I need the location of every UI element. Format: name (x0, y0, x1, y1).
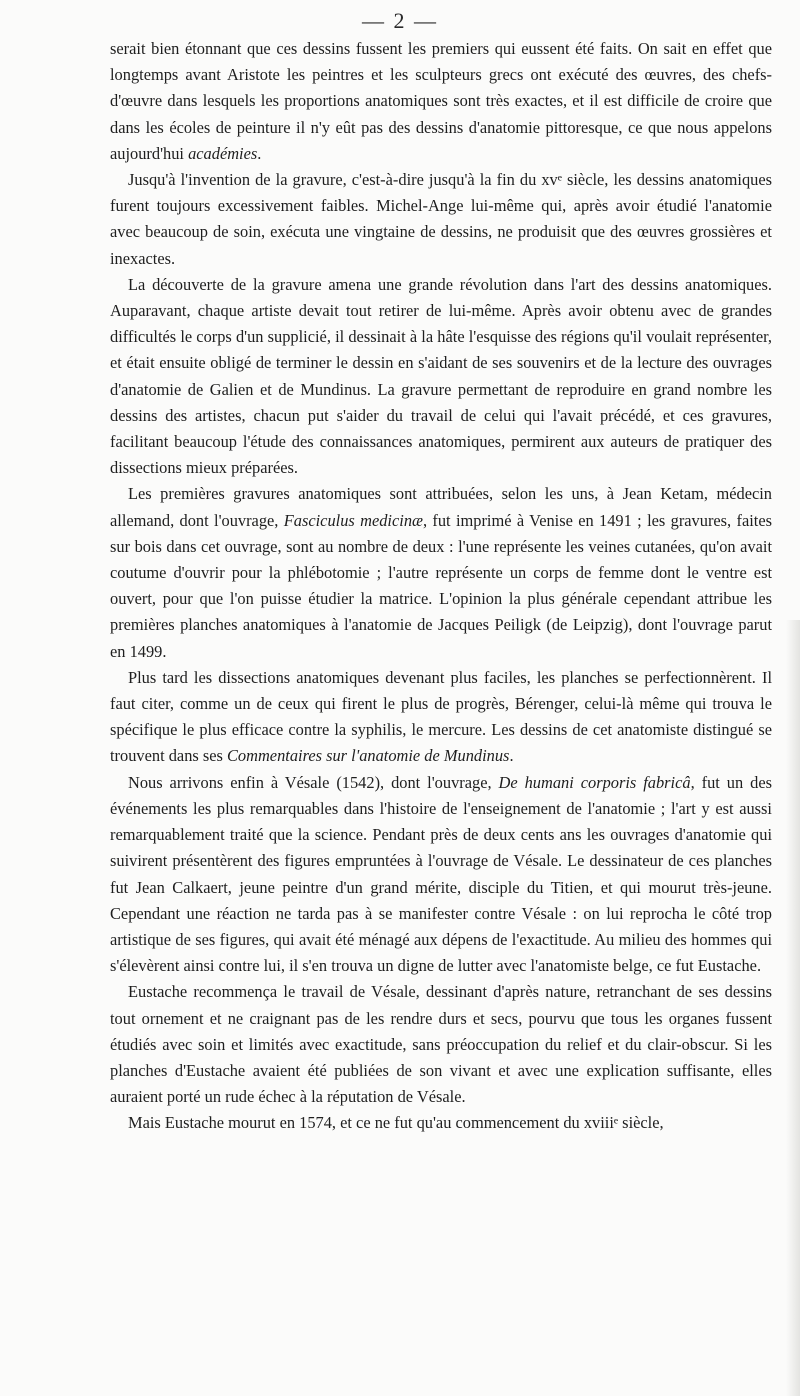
text-run: Plus tard les dissections anatomiques devenant plus faciles, les planches se perfectionnèrent. Il faut citer, comme un de ceux qui firent le plus de progrès, Bérenger, celui-là même qui trouva le spécifique le plus efficace contre la syphilis, le mercure. Les dessins de cet anatomiste distingué se trouvent dans ses (110, 667, 772, 766)
text-run: . (509, 746, 514, 766)
page-number: — 2 — (362, 8, 438, 33)
paragraph-7 (110, 979, 772, 1110)
text-run: Nous arrivons enfin à Vésale (1542), dont l'ouvrage, (128, 772, 499, 792)
text-run: Eustache recommença le travail de Vésale, dessinant d'après nature, retranchant de ses dessins tout ornement et ne craignant pas de les rendre durs et secs, pourvu que tous les organes fussent étudiés avec soin et limités avec exactitude, sans préoccupation du relief et du clair-obscur. Si les planches d'Eustache avaient été publiées de son vivant et avec une explication suffisante, elles auraient porté un rude échec à la réputation de Vésale. (110, 982, 772, 1107)
italic-title: Commentaires sur l'anatomie de Mundinus (227, 746, 510, 766)
text-run: Jusqu'à l'invention de la gravure, c'est-à-dire jusqu'à la fin du xvᵉ siècle, les dessins anatomiques furent toujours excessivement faibles. Michel-Ange lui-même qui, après avoir étudié l'anatomie avec beaucoup de soin, exécuta une vingtaine de dessins, ne produisit que des œuvres grossières et inexactes. (110, 170, 772, 268)
paragraph-5 (110, 665, 772, 770)
paragraph-2 (110, 167, 772, 272)
text-run: . (257, 143, 262, 163)
italic-term: académies (188, 143, 258, 163)
text-run: serait bien étonnant que ces dessins fussent les premiers qui eussent été faits. On sait en effet que longtemps avant Aristote les peintres et les sculpteurs grecs ont exécuté des œuvres, des chefs-d'œuvre dans lesquels les proportions anatomiques sont très exactes, et il est difficile de croire que dans les écoles de peinture il n'y eût pas des dessins d'anatomie pittoresque, ce que nous appelons aujourd'hui (110, 39, 772, 163)
paragraph-6 (110, 770, 772, 980)
body-text (110, 36, 772, 1137)
italic-title: Fasciculus medicinæ (283, 510, 423, 530)
paragraph-3 (110, 272, 772, 482)
italic-title: De humani corporis fabricâ (498, 772, 691, 792)
text-run: , fut un des événements les plus remarquables dans l'histoire de l'enseignement de l'anatomie ; l'art y est aussi remarquablement traité que la science. Pendant près de deux cents ans les ouvrages d'anatomie qui suivirent présentèrent des figures empruntées à l'ouvrage de Vésale. Le dessinateur de ces planches fut Jean Calkaert, jeune peintre d'un grand mérite, disciple du Titien, et qui mourut très-jeune. Cependant une réaction ne tarda pas à se manifester contre Vésale : on lui reprocha le côté trop artistique de ses figures, qui avait été ménagé aux dépens de l'exactitude. Au milieu des hommes qui s'élevèrent ainsi contre lui, il s'en trouva un digne de lutter avec l'anatomiste belge, ce fut Eustache. (110, 772, 772, 976)
paragraph-8 (110, 1110, 772, 1136)
text-run: La découverte de la gravure amena une grande révolution dans l'art des dessins anatomiques. Auparavant, chaque artiste devait tout retirer de lui-même. Après avoir obtenu avec de grandes difficultés le corps d'un supplicié, il dessinait à la hâte l'esquisse des régions qu'il voulait représenter, et était ensuite obligé de terminer le dessin en s'aidant de ses souvenirs et de la lecture des ouvrages d'anatomie de Galien et de Mundinus. La gravure permettant de reproduire en grand nombre les dessins des artistes, chacun put s'aider du travail de celui qui l'avait précédé, et ces gravures, facilitant beaucoup l'étude des connaissances anatomiques, permirent aux auteurs de pratiquer des dissections mieux préparées. (110, 274, 772, 478)
text-run: Mais Eustache mourut en 1574, et ce ne fut qu'au commencement du xviiiᵉ siècle, (128, 1113, 664, 1133)
page-edge-shadow (786, 620, 800, 1396)
paragraph-1 (110, 36, 772, 167)
text-run: , fut imprimé à Venise en 1491 ; les gravures, faites sur bois dans cet ouvrage, sont au nombre de deux : l'une représente les veines cutanées, qu'on avait coutume d'ouvrir pour la phlébotomie ; l'autre représente un corps de femme dont le ventre est ouvert, pour que l'on puisse étudier la matrice. L'opinion la plus générale cependant attribue les premières planches anatomiques à l'anatomie de Jacques Peiligk (de Leipzig), dont l'ouvrage parut en 1499. (110, 510, 773, 661)
paragraph-4 (110, 481, 772, 664)
text-run: Les premières gravures anatomiques sont attribuées, selon les uns, à Jean Ketam, médecin allemand, dont l'ouvrage, (110, 484, 772, 530)
